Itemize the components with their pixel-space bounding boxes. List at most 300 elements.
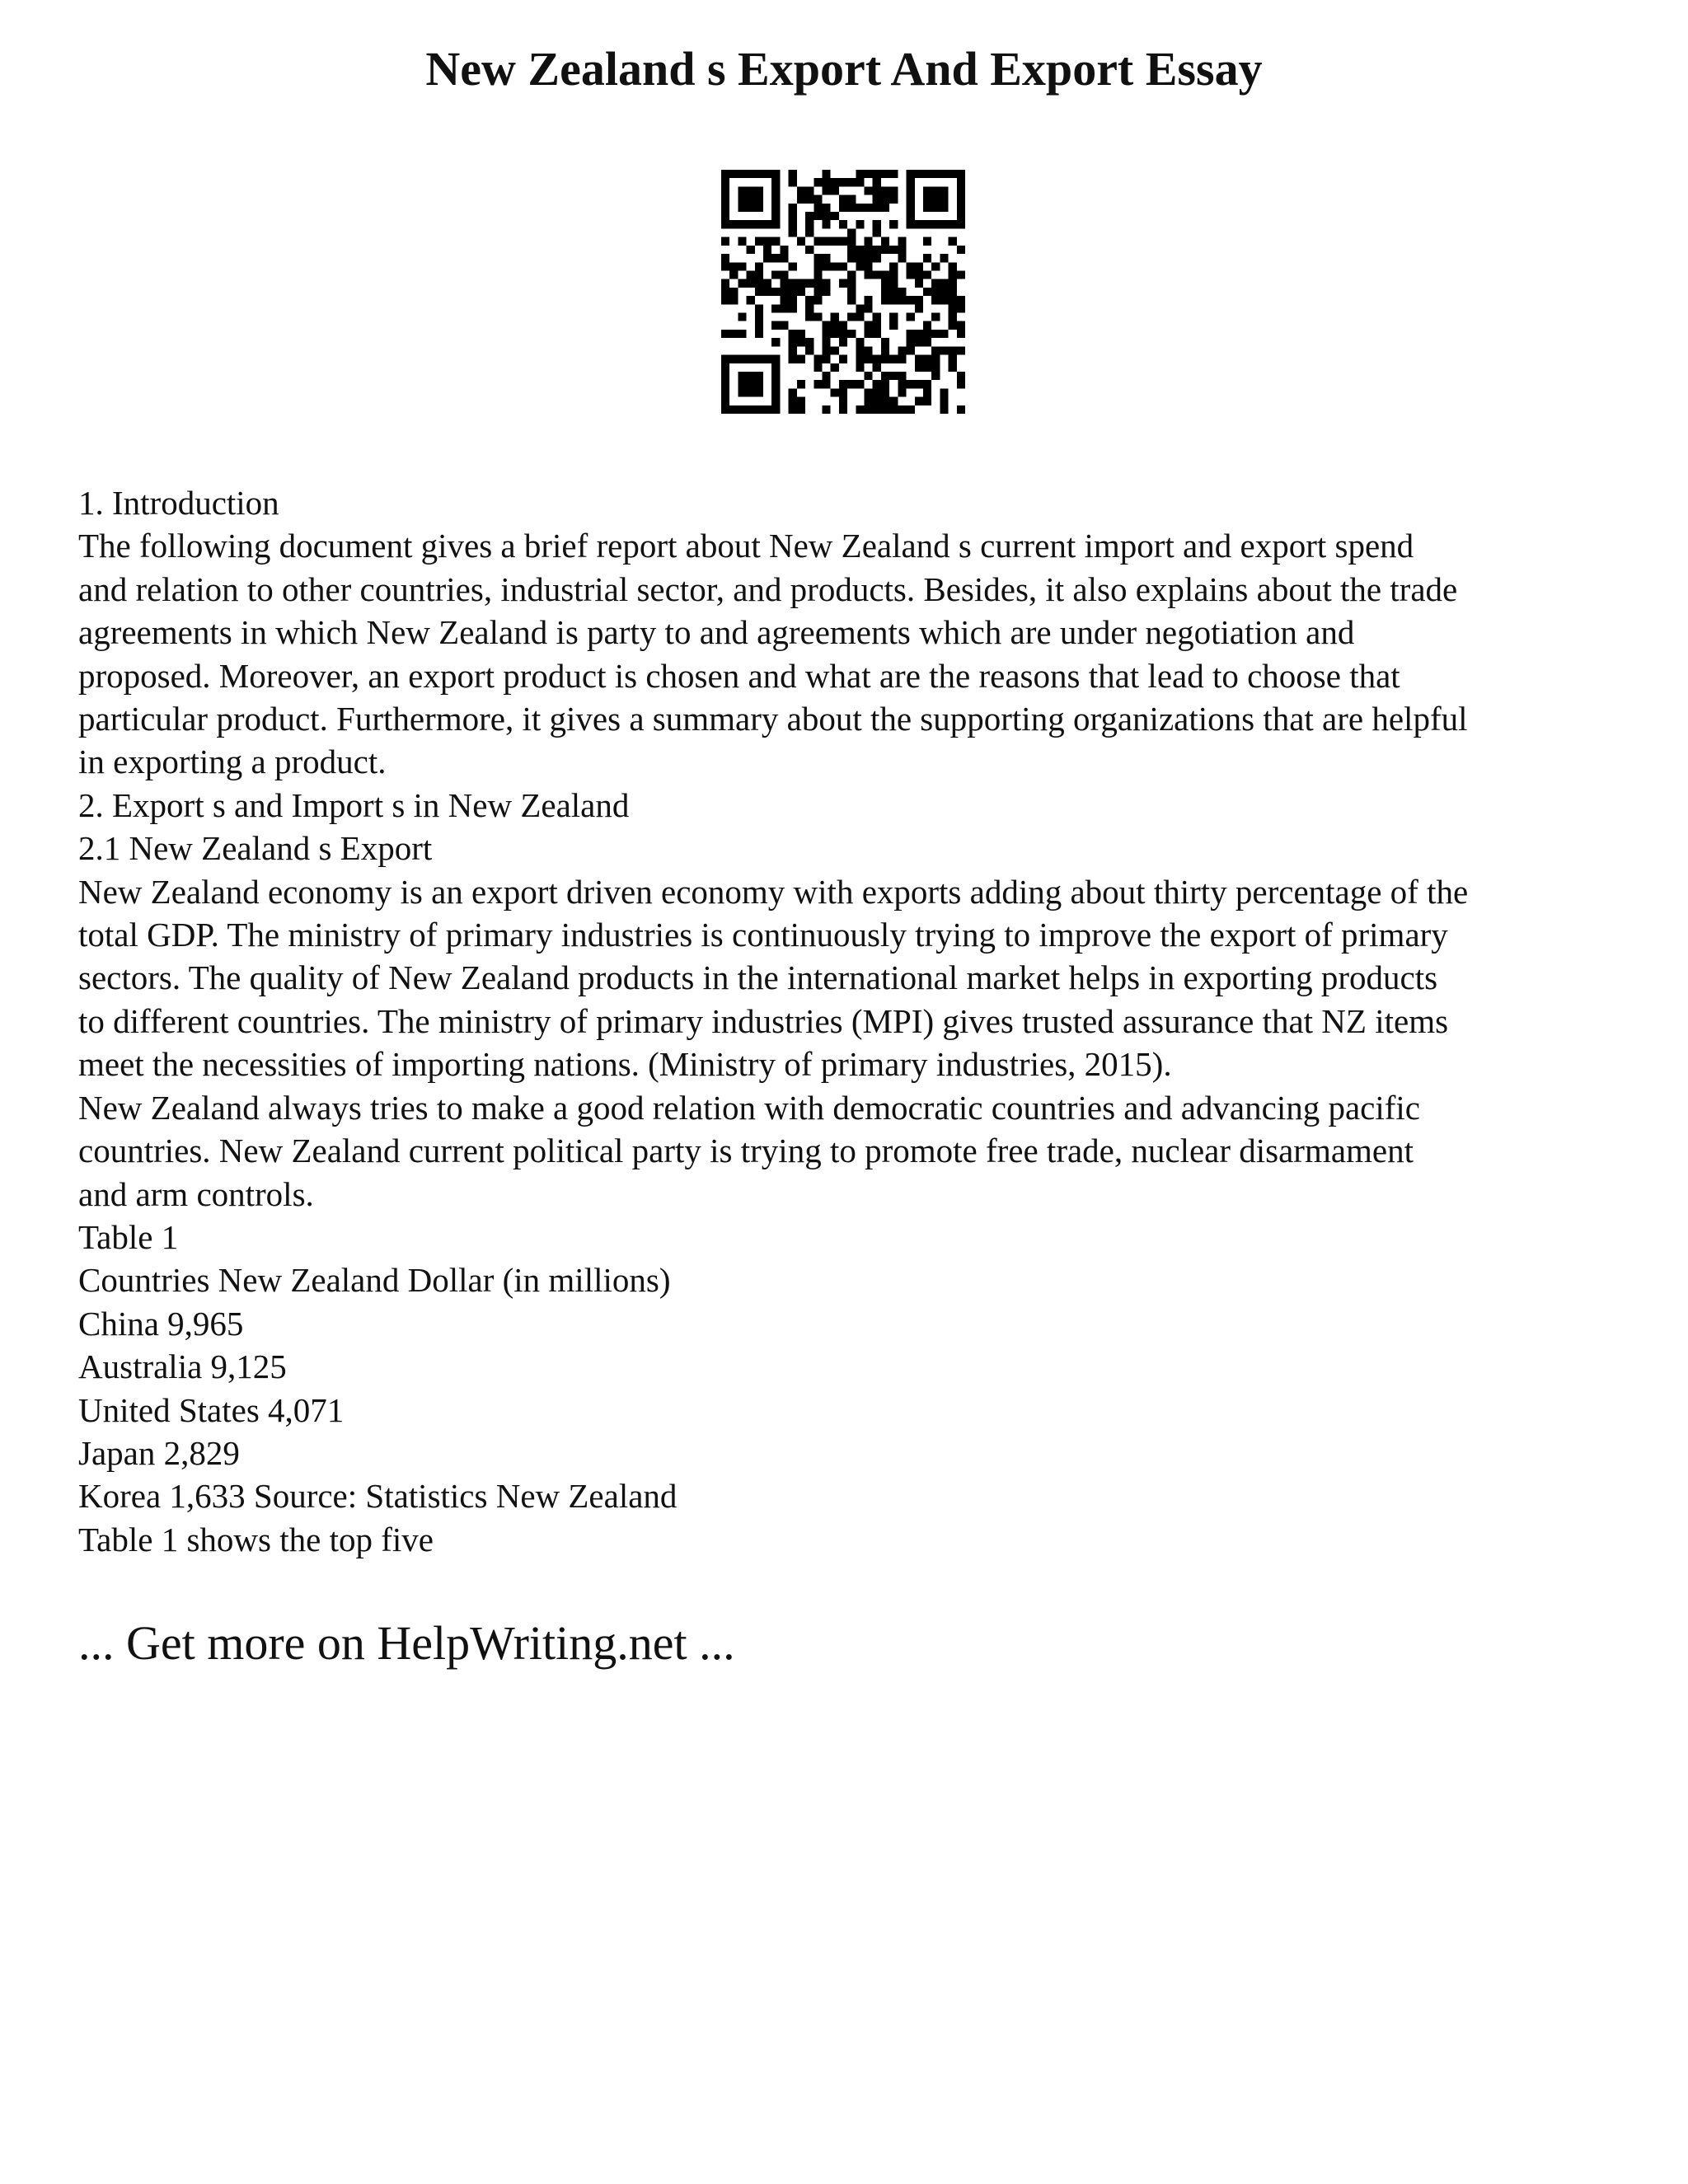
table-row: Korea 1,633 Source: Statistics New Zealand (78, 1477, 678, 1516)
qr-module (856, 246, 864, 254)
qr-module (873, 397, 881, 405)
qr-module (949, 355, 957, 363)
qr-module (915, 380, 923, 388)
qr-module (881, 397, 889, 405)
qr-module (873, 246, 881, 254)
qr-module (889, 321, 898, 330)
body-line: proposed. Moreover, an export product is chosen and what are the reasons that lead to choose that (78, 656, 1400, 695)
body-line: agreements in which New Zealand is party to and agreements which are under negotiation and (78, 613, 1355, 652)
qr-module (931, 262, 940, 270)
qr-module (856, 380, 864, 388)
body-line: total GDP. The ministry of primary industries is continuously trying to improve the export of primary (78, 916, 1448, 954)
qr-module (780, 254, 788, 262)
qr-module (889, 397, 898, 405)
qr-module (814, 380, 822, 388)
qr-module (771, 220, 780, 228)
qr-module (822, 372, 830, 380)
qr-module (856, 204, 864, 212)
qr-module (805, 279, 814, 288)
qr-module (729, 355, 738, 363)
qr-module (881, 372, 889, 380)
qr-module (839, 338, 847, 346)
qr-module (847, 228, 856, 237)
qr-module (721, 220, 729, 228)
qr-module (940, 279, 948, 288)
qr-module (780, 296, 788, 304)
qr-module (771, 405, 780, 414)
qr-module (915, 304, 923, 312)
qr-module (898, 355, 906, 363)
qr-module (915, 338, 923, 346)
qr-module (822, 330, 830, 338)
qr-module (889, 372, 898, 380)
qr-module (814, 270, 822, 279)
qr-module (881, 279, 889, 288)
qr-module (789, 212, 797, 220)
qr-module (957, 321, 965, 330)
qr-module (873, 270, 881, 279)
qr-module (738, 195, 746, 204)
qr-module (881, 186, 889, 194)
qr-module (931, 363, 940, 372)
qr-module (729, 288, 738, 296)
qr-module (898, 405, 906, 414)
qr-module (839, 355, 847, 363)
qr-module (889, 288, 898, 296)
qr-module (949, 313, 957, 321)
qr-module (721, 380, 729, 388)
qr-module (755, 279, 763, 288)
qr-module (873, 228, 881, 237)
table-row: Japan 2,829 (78, 1433, 240, 1472)
qr-module (873, 321, 881, 330)
body-line: Table 1 shows the top five (78, 1520, 434, 1558)
qr-module (814, 288, 822, 296)
qr-module (957, 304, 965, 312)
qr-module (755, 270, 763, 279)
qr-module (898, 372, 906, 380)
qr-module (873, 204, 881, 212)
qr-module (907, 380, 915, 388)
qr-module (831, 212, 839, 220)
qr-module (822, 254, 830, 262)
qr-module (738, 330, 746, 338)
qr-module (738, 237, 746, 246)
qr-module (923, 270, 931, 279)
qr-module (839, 262, 847, 270)
qr-module (747, 388, 755, 396)
qr-module (771, 204, 780, 212)
qr-module (755, 288, 763, 296)
qr-module (738, 355, 746, 363)
qr-module (822, 405, 830, 414)
qr-module (814, 195, 822, 204)
qr-module (789, 279, 797, 288)
qr-module (797, 288, 805, 296)
qr-module (847, 288, 856, 296)
qr-module (881, 338, 889, 346)
qr-module (931, 204, 940, 212)
qr-module (755, 262, 763, 270)
qr-module (771, 212, 780, 220)
qr-module (738, 388, 746, 396)
qr-module (822, 170, 830, 178)
qr-module (797, 279, 805, 288)
qr-module (755, 237, 763, 246)
qr-module (771, 186, 780, 194)
qr-module (747, 270, 755, 279)
qr-module (847, 204, 856, 212)
qr-module (856, 178, 864, 186)
qr-code-icon (721, 170, 965, 414)
qr-module (915, 262, 923, 270)
qr-module (873, 405, 881, 414)
qr-module (814, 204, 822, 212)
qr-module (789, 330, 797, 338)
qr-module (738, 279, 746, 288)
qr-module (721, 388, 729, 396)
qr-module (747, 355, 755, 363)
qr-module (755, 388, 763, 396)
qr-module (797, 237, 805, 246)
qr-module (898, 288, 906, 296)
qr-module (831, 237, 839, 246)
qr-module (907, 186, 915, 194)
qr-module (949, 304, 957, 312)
qr-module (721, 405, 729, 414)
qr-module (822, 321, 830, 330)
qr-module (865, 254, 873, 262)
qr-module (923, 380, 931, 388)
qr-module (729, 330, 738, 338)
table-row: Australia 9,125 (78, 1347, 287, 1386)
qr-module (755, 405, 763, 414)
qr-module (949, 170, 957, 178)
qr-module (847, 237, 856, 246)
qr-module (898, 380, 906, 388)
qr-module (839, 405, 847, 414)
qr-module (873, 363, 881, 372)
qr-module (797, 397, 805, 405)
qr-module (949, 363, 957, 372)
qr-module (865, 270, 873, 279)
qr-module (957, 270, 965, 279)
qr-module (789, 220, 797, 228)
qr-module (814, 296, 822, 304)
qr-module (763, 279, 771, 288)
qr-module (814, 313, 822, 321)
qr-module (931, 186, 940, 194)
qr-module (923, 170, 931, 178)
qr-module (881, 237, 889, 246)
qr-module (847, 246, 856, 254)
qr-module (907, 313, 915, 321)
qr-module (814, 254, 822, 262)
qr-module (873, 254, 881, 262)
qr-module (957, 178, 965, 186)
qr-module (831, 186, 839, 194)
qr-module (949, 346, 957, 354)
body-line: and arm controls. (78, 1174, 314, 1213)
qr-module (898, 388, 906, 396)
qr-module (789, 228, 797, 237)
qr-module (721, 212, 729, 220)
qr-module (805, 346, 814, 354)
qr-module (771, 388, 780, 396)
qr-module (771, 372, 780, 380)
qr-module (847, 313, 856, 321)
qr-module (873, 170, 881, 178)
qr-module (763, 355, 771, 363)
qr-module (797, 380, 805, 388)
qr-module (873, 195, 881, 204)
qr-module (873, 186, 881, 194)
qr-module (915, 363, 923, 372)
body-line: countries. New Zealand current political party is trying to promote free trade, nuclear disarmament (78, 1132, 1414, 1170)
qr-module (839, 330, 847, 338)
qr-module (881, 296, 889, 304)
qr-module (797, 195, 805, 204)
qr-module (931, 330, 940, 338)
qr-module (856, 220, 864, 228)
qr-module (907, 270, 915, 279)
qr-module (847, 296, 856, 304)
qr-module (839, 178, 847, 186)
qr-module (881, 170, 889, 178)
qr-module (814, 279, 822, 288)
qr-module (881, 380, 889, 388)
qr-module (822, 288, 830, 296)
body-line: particular product. Furthermore, it gives a summary about the supporting organizations that are helpful (78, 700, 1468, 738)
qr-module (923, 204, 931, 212)
qr-module (949, 237, 957, 246)
qr-module (865, 372, 873, 380)
qr-module (805, 228, 814, 237)
qr-module (940, 330, 948, 338)
qr-module (949, 270, 957, 279)
body-line: to different countries. The ministry of primary industries (MPI) gives trusted assurance that NZ items (78, 1001, 1449, 1040)
qr-module (721, 237, 729, 246)
qr-module (814, 355, 822, 363)
qr-module (847, 279, 856, 288)
qr-module (789, 388, 797, 396)
qr-module (771, 338, 780, 346)
qr-module (898, 254, 906, 262)
body-line: in exporting a product. (78, 743, 387, 781)
qr-module (771, 380, 780, 388)
qr-module (907, 178, 915, 186)
qr-module (957, 405, 965, 414)
qr-module (797, 405, 805, 414)
qr-module (856, 304, 864, 312)
qr-module (889, 279, 898, 288)
qr-module (831, 321, 839, 330)
qr-module (865, 246, 873, 254)
qr-module (738, 380, 746, 388)
qr-module (847, 195, 856, 204)
qr-module (780, 321, 788, 330)
qr-module (889, 296, 898, 304)
qr-module (721, 355, 729, 363)
qr-module (915, 270, 923, 279)
qr-module (780, 270, 788, 279)
qr-module (780, 279, 788, 288)
qr-module (738, 186, 746, 194)
qr-module (738, 405, 746, 414)
qr-module (789, 338, 797, 346)
qr-module (738, 372, 746, 380)
qr-module (822, 186, 830, 194)
qr-module (865, 346, 873, 354)
table-row: United States 4,071 (78, 1390, 345, 1429)
qr-module (789, 397, 797, 405)
qr-module (915, 170, 923, 178)
qr-module (898, 346, 906, 354)
qr-module (771, 355, 780, 363)
qr-module (738, 220, 746, 228)
qr-module (881, 388, 889, 396)
qr-module (931, 372, 940, 380)
qr-module (873, 220, 881, 228)
qr-module (915, 296, 923, 304)
qr-module (957, 170, 965, 178)
qr-module (805, 186, 814, 194)
qr-module (856, 363, 864, 372)
get-more-link[interactable]: ... Get more on HelpWriting.net ... (78, 1616, 735, 1670)
qr-module (839, 237, 847, 246)
qr-module (755, 186, 763, 194)
qr-module (931, 279, 940, 288)
qr-module (797, 330, 805, 338)
qr-module (839, 195, 847, 204)
qr-module (865, 304, 873, 312)
qr-module (865, 204, 873, 212)
qr-module (721, 279, 729, 288)
qr-module (856, 355, 864, 363)
qr-module (856, 346, 864, 354)
qr-module (931, 313, 940, 321)
qr-module (957, 372, 965, 380)
qr-module (747, 220, 755, 228)
qr-module (771, 270, 780, 279)
qr-module (873, 388, 881, 396)
qr-module (957, 220, 965, 228)
qr-module (907, 296, 915, 304)
qr-module (923, 388, 931, 396)
qr-module (763, 220, 771, 228)
qr-module (923, 195, 931, 204)
qr-module (865, 330, 873, 338)
qr-module (839, 380, 847, 388)
qr-module (789, 262, 797, 270)
qr-module (721, 288, 729, 296)
qr-module (721, 186, 729, 194)
qr-module (747, 195, 755, 204)
qr-module (771, 397, 780, 405)
qr-module (721, 204, 729, 212)
qr-module (831, 363, 839, 372)
qr-module (805, 220, 814, 228)
qr-module (755, 220, 763, 228)
qr-module (729, 405, 738, 414)
qr-module (923, 397, 931, 405)
qr-module (923, 338, 931, 346)
qr-module (771, 237, 780, 246)
qr-module (881, 288, 889, 296)
qr-module (831, 313, 839, 321)
qr-module (755, 204, 763, 212)
qr-module (889, 405, 898, 414)
qr-module (771, 254, 780, 262)
qr-module (923, 330, 931, 338)
qr-module (822, 178, 830, 186)
qr-module (805, 195, 814, 204)
table-header: Countries New Zealand Dollar (in millions) (78, 1261, 671, 1300)
qr-module (814, 363, 822, 372)
body-line: sectors. The quality of New Zealand products in the international market helps in exporting products (78, 958, 1438, 997)
qr-module (822, 355, 830, 363)
qr-module (755, 195, 763, 204)
qr-module (949, 220, 957, 228)
qr-module (822, 346, 830, 354)
qr-module (889, 262, 898, 270)
table-row: China 9,965 (78, 1304, 244, 1343)
qr-module (940, 388, 948, 396)
qr-module (771, 321, 780, 330)
qr-module (873, 380, 881, 388)
qr-module (923, 237, 931, 246)
qr-module (839, 279, 847, 288)
qr-module (755, 330, 763, 338)
qr-module (865, 388, 873, 396)
qr-module (747, 204, 755, 212)
qr-module (940, 170, 948, 178)
qr-module (780, 304, 788, 312)
qr-module (889, 355, 898, 363)
qr-module (940, 186, 948, 194)
qr-module (931, 195, 940, 204)
qr-module (847, 380, 856, 388)
qr-module (907, 330, 915, 338)
qr-module (814, 212, 822, 220)
qr-module (957, 296, 965, 304)
qr-module (907, 195, 915, 204)
qr-module (763, 237, 771, 246)
qr-module (721, 363, 729, 372)
qr-module (881, 346, 889, 354)
qr-module (763, 246, 771, 254)
qr-module (789, 304, 797, 312)
qr-module (780, 246, 788, 254)
qr-module (831, 330, 839, 338)
qr-module (763, 405, 771, 414)
qr-module (771, 363, 780, 372)
qr-module (814, 262, 822, 270)
qr-module (805, 338, 814, 346)
qr-module (923, 355, 931, 363)
qr-module (721, 178, 729, 186)
body-line: meet the necessities of importing nations. (Ministry of primary industries, 2015). (78, 1045, 1172, 1084)
qr-module (865, 405, 873, 414)
qr-module (923, 363, 931, 372)
qr-module (907, 405, 915, 414)
qr-module (763, 170, 771, 178)
qr-module (940, 397, 948, 405)
qr-module (957, 204, 965, 212)
qr-module (865, 262, 873, 270)
qr-module (957, 195, 965, 204)
qr-module (797, 186, 805, 194)
